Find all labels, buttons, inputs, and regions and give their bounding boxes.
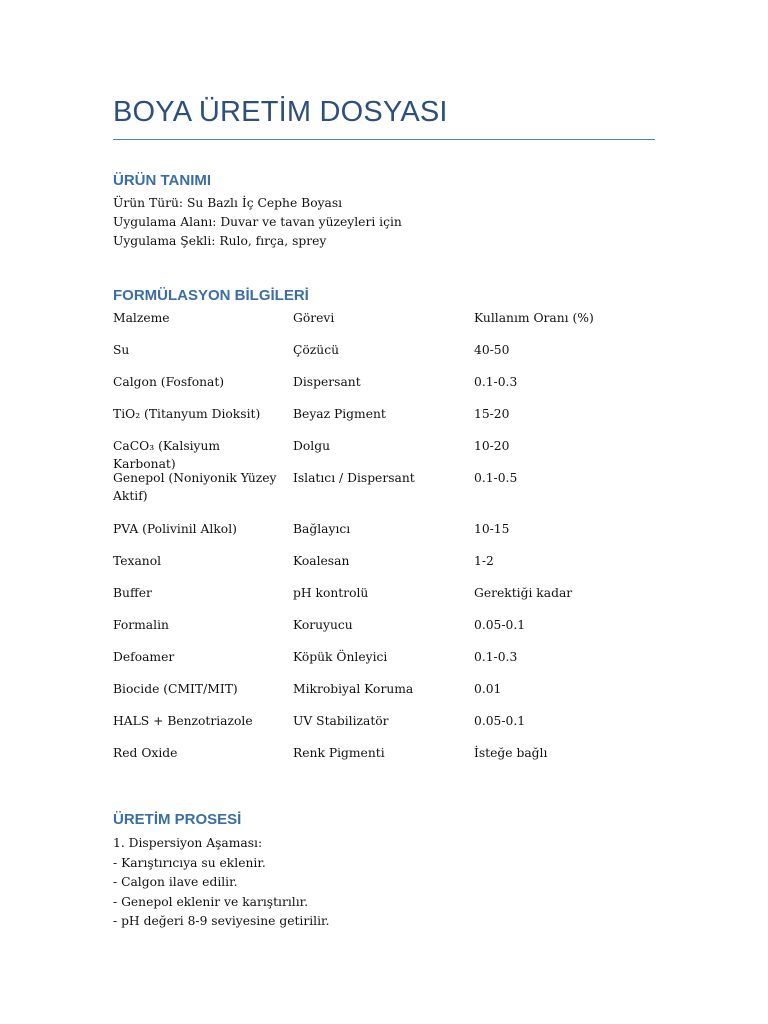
material-cell: Genepol (Noniyonik Yüzey Aktif) bbox=[113, 471, 277, 503]
header-function: Görevi bbox=[293, 311, 335, 325]
material-cell: Su bbox=[113, 343, 130, 357]
material-cell: CaCO₃ (Kalsiyum Karbonat) bbox=[113, 439, 221, 471]
material-cell: Buffer bbox=[113, 586, 152, 600]
header-usage-ratio: Kullanım Oranı (%) bbox=[474, 311, 594, 325]
material-cell: Defoamer bbox=[113, 650, 175, 664]
process-step-line: - Genepol eklenir ve karıştırılır. bbox=[113, 894, 309, 909]
function-cell: Köpük Önleyici bbox=[293, 650, 388, 664]
application-area-line: Uygulama Alanı: Duvar ve tavan yüzeyleri için bbox=[113, 215, 402, 229]
table-row bbox=[113, 616, 655, 648]
application-method-line: Uygulama Şekli: Rulo, fırça, sprey bbox=[113, 234, 327, 248]
product-definition-heading: ÜRÜN TANIMI bbox=[113, 172, 212, 189]
table-row bbox=[113, 405, 655, 437]
process-step-line: - Karıştırıcıya su eklenir. bbox=[113, 855, 266, 870]
function-cell: Dolgu bbox=[293, 439, 330, 453]
formulation-heading: FORMÜLASYON BİLGİLERİ bbox=[113, 287, 309, 304]
ratio-cell: 40-50 bbox=[474, 343, 510, 357]
production-process-heading: ÜRETİM PROSESİ bbox=[113, 811, 242, 828]
table-row bbox=[113, 584, 655, 616]
table-row bbox=[113, 469, 655, 520]
product-type-line: Ürün Türü: Su Bazlı İç Cephe Boyası bbox=[113, 196, 343, 210]
product-definition-block bbox=[113, 194, 402, 251]
ratio-cell: 10-20 bbox=[474, 439, 510, 453]
function-cell: Renk Pigmenti bbox=[293, 746, 385, 760]
table-row bbox=[113, 712, 655, 744]
table-row bbox=[113, 552, 655, 584]
material-cell: Biocide (CMIT/MIT) bbox=[113, 682, 238, 696]
table-row bbox=[113, 520, 655, 552]
process-step-line: - pH değeri 8-9 seviyesine getirilir. bbox=[113, 914, 330, 928]
function-cell: UV Stabilizatör bbox=[293, 714, 389, 728]
table-row bbox=[113, 648, 655, 680]
function-cell: Islatıcı / Dispersant bbox=[293, 471, 415, 485]
material-cell: Calgon (Fosfonat) bbox=[113, 375, 225, 389]
function-cell: Mikrobiyal Koruma bbox=[293, 682, 414, 696]
function-cell: Çözücü bbox=[293, 343, 340, 357]
ratio-cell: 0.1-0.3 bbox=[474, 375, 518, 389]
table-row bbox=[113, 373, 655, 405]
material-cell: Red Oxide bbox=[113, 746, 178, 760]
process-step-line: - Calgon ilave edilir. bbox=[113, 875, 238, 889]
table-row bbox=[113, 437, 655, 469]
ratio-cell: 15-20 bbox=[474, 407, 510, 421]
function-cell: Koruyucu bbox=[293, 618, 353, 632]
function-cell: pH kontrolü bbox=[293, 586, 369, 600]
table-row bbox=[113, 680, 655, 712]
ratio-cell: 0.05-0.1 bbox=[474, 618, 526, 632]
ratio-cell: 1-2 bbox=[474, 554, 494, 568]
ratio-cell: 0.1-0.5 bbox=[474, 471, 518, 485]
ratio-cell: 0.01 bbox=[474, 682, 502, 696]
formulation-table bbox=[113, 309, 655, 776]
material-cell: Texanol bbox=[113, 554, 162, 568]
function-cell: Bağlayıcı bbox=[293, 522, 351, 536]
header-material: Malzeme bbox=[113, 311, 170, 325]
document-title: BOYA ÜRETİM DOSYASI bbox=[113, 96, 448, 128]
title-underline bbox=[113, 139, 655, 140]
ratio-cell: İsteğe bağlı bbox=[474, 746, 548, 760]
material-cell: HALS + Benzotriazole bbox=[113, 714, 253, 728]
table-row bbox=[113, 744, 655, 776]
function-cell: Dispersant bbox=[293, 375, 361, 389]
production-process-block bbox=[113, 834, 329, 932]
ratio-cell: Gerektiği kadar bbox=[474, 586, 573, 600]
material-cell: TiO₂ (Titanyum Dioksit) bbox=[113, 407, 261, 421]
function-cell: Koalesan bbox=[293, 554, 350, 568]
ratio-cell: 0.05-0.1 bbox=[474, 714, 526, 728]
ratio-cell: 10-15 bbox=[474, 522, 510, 536]
function-cell: Beyaz Pigment bbox=[293, 407, 386, 421]
table-row bbox=[113, 341, 655, 373]
material-cell: Formalin bbox=[113, 618, 169, 632]
ratio-cell: 0.1-0.3 bbox=[474, 650, 518, 664]
material-cell: PVA (Polivinil Alkol) bbox=[113, 522, 237, 536]
table-header-row bbox=[113, 309, 655, 341]
process-step-title: 1. Dispersiyon Aşaması: bbox=[113, 836, 263, 850]
